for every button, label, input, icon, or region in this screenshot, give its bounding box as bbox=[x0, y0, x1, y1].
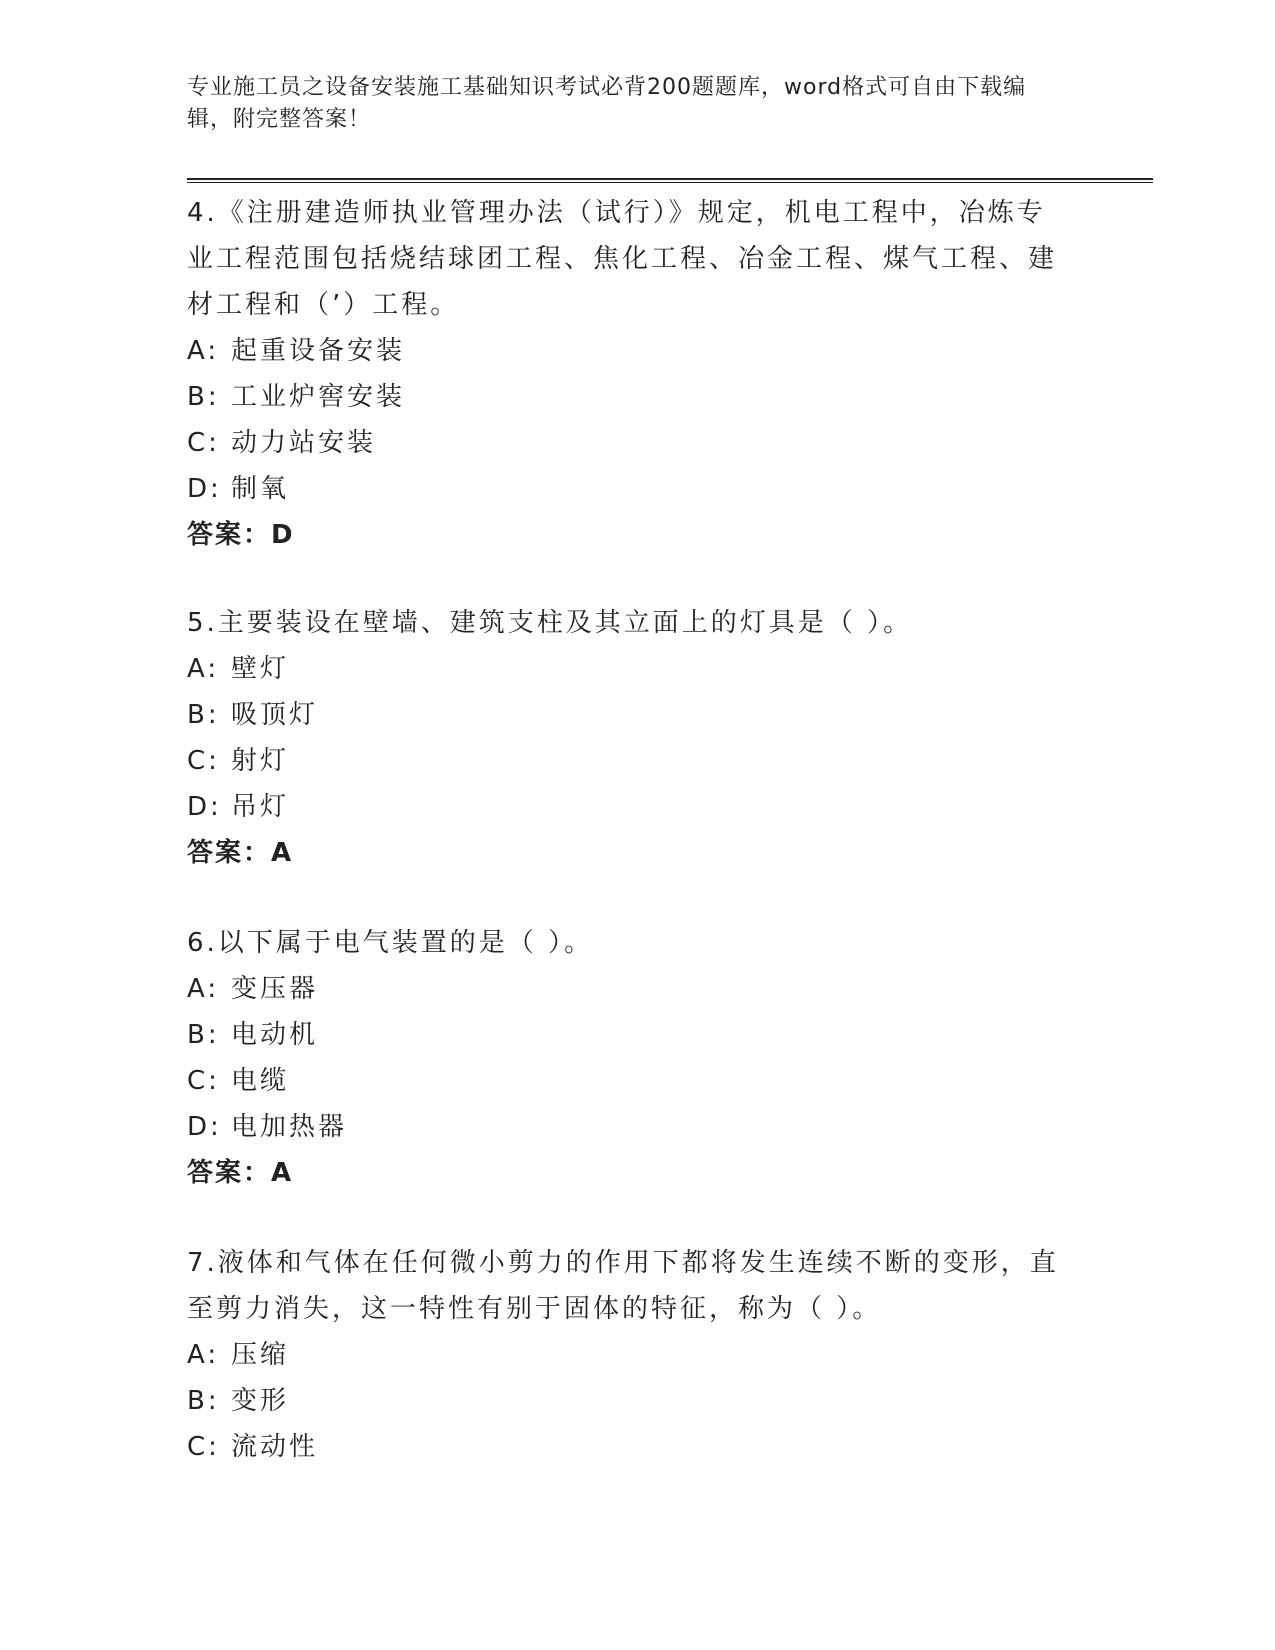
document-header: 专业施工员之设备安装施工基础知识考试必背200题题库，word格式可自由下载编辑，附完整答案！ bbox=[187, 75, 1027, 132]
option-text: 电加热器 bbox=[231, 1112, 348, 1142]
question-5 bbox=[187, 600, 1067, 876]
answer-label: 答案：A bbox=[187, 1158, 294, 1188]
option-text: 射灯 bbox=[231, 746, 290, 776]
option-letter: A: bbox=[187, 974, 220, 1004]
question-text: 4.《注册建造师执业管理办法（试行）》规定，机电工程中，冶炼专业工程范围包括烧结球团工程、焦化工程、冶金工程、煤气工程、建材工程和（’）工程。 bbox=[187, 198, 1058, 320]
option-text: 压缩 bbox=[231, 1340, 290, 1370]
option-text: 流动性 bbox=[231, 1432, 319, 1462]
option-a bbox=[187, 1332, 1067, 1378]
option-letter: D: bbox=[187, 1112, 222, 1142]
option-letter: B: bbox=[187, 700, 220, 730]
option-d bbox=[187, 1104, 1067, 1150]
option-letter: A: bbox=[187, 654, 220, 684]
option-a bbox=[187, 646, 1067, 692]
question-text: 7.液体和气体在任何微小剪力的作用下都将发生连续不断的变形，直至剪力消失，这一特性有别于固体的特征，称为（ ）。 bbox=[187, 1248, 1059, 1324]
option-text: 吸顶灯 bbox=[231, 700, 319, 730]
option-c bbox=[187, 1424, 1067, 1470]
option-b bbox=[187, 1012, 1067, 1058]
option-text: 壁灯 bbox=[231, 654, 290, 684]
option-letter: C: bbox=[187, 428, 220, 458]
option-letter: D: bbox=[187, 792, 222, 822]
option-letter: D: bbox=[187, 474, 222, 504]
option-text: 制氧 bbox=[231, 474, 290, 504]
option-letter: C: bbox=[187, 1066, 220, 1096]
option-d bbox=[187, 466, 1067, 512]
option-letter: A: bbox=[187, 336, 220, 366]
answer-label: 答案：A bbox=[187, 838, 294, 868]
option-letter: B: bbox=[187, 382, 220, 412]
option-d bbox=[187, 784, 1067, 830]
option-a bbox=[187, 966, 1067, 1012]
option-text: 变形 bbox=[231, 1386, 290, 1416]
option-a bbox=[187, 328, 1067, 374]
option-b bbox=[187, 374, 1067, 420]
header-divider-thin bbox=[187, 182, 1153, 183]
option-c bbox=[187, 420, 1067, 466]
header-divider-thick bbox=[187, 178, 1153, 180]
option-text: 变压器 bbox=[231, 974, 319, 1004]
question-6 bbox=[187, 920, 1067, 1196]
option-text: 吊灯 bbox=[231, 792, 290, 822]
option-letter: B: bbox=[187, 1386, 220, 1416]
option-letter: C: bbox=[187, 746, 220, 776]
option-b bbox=[187, 1378, 1067, 1424]
question-text: 6.以下属于电气装置的是（ ）。 bbox=[187, 928, 594, 958]
question-4 bbox=[187, 190, 1067, 558]
option-letter: B: bbox=[187, 1020, 220, 1050]
option-letter: C: bbox=[187, 1432, 220, 1462]
option-text: 电动机 bbox=[231, 1020, 319, 1050]
answer-label: 答案：D bbox=[187, 520, 295, 550]
option-c bbox=[187, 1058, 1067, 1104]
option-text: 电缆 bbox=[231, 1066, 290, 1096]
option-text: 起重设备安装 bbox=[231, 336, 406, 366]
question-text: 5.主要装设在壁墙、建筑支柱及其立面上的灯具是（ ）。 bbox=[187, 608, 913, 638]
option-b bbox=[187, 692, 1067, 738]
option-letter: A: bbox=[187, 1340, 220, 1370]
option-text: 动力站安装 bbox=[231, 428, 377, 458]
question-7 bbox=[187, 1240, 1067, 1470]
option-c bbox=[187, 738, 1067, 784]
option-text: 工业炉窖安装 bbox=[231, 382, 406, 412]
